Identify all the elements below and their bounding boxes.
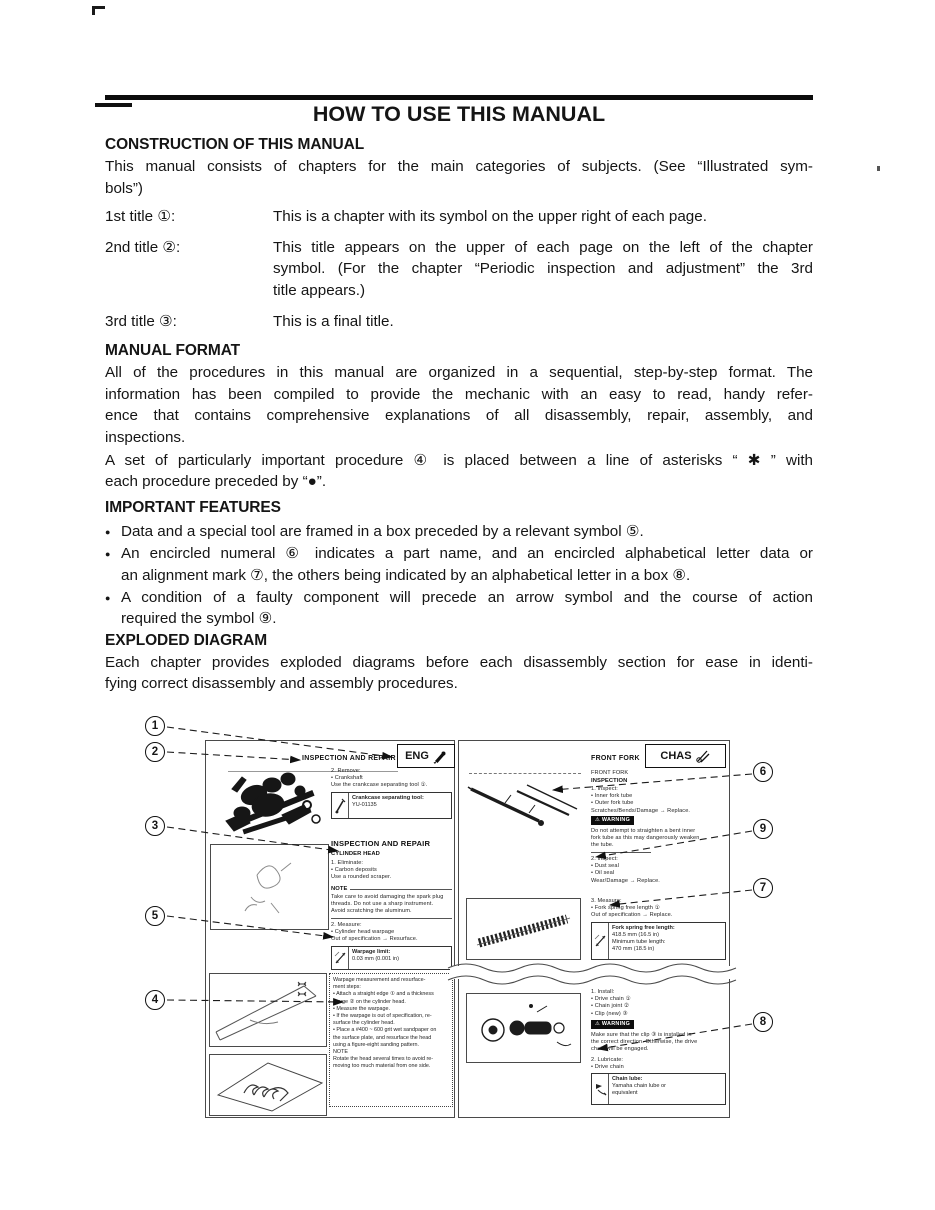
badge-label: CHAS <box>660 750 692 762</box>
note-end-rule <box>331 918 452 919</box>
heading-exploded-diagram: EXPLODED DIAGRAM <box>105 631 268 649</box>
warning-label: ⚠ WARNING <box>591 816 634 825</box>
chapter-badge-eng <box>397 744 455 768</box>
fork-tubes-illustration <box>465 777 583 835</box>
warning-label: ⚠ WARNING <box>591 1020 634 1029</box>
callout-9: 9 <box>753 819 773 839</box>
warning-text: Do not attempt to straighten a bent inner fork tube as this may dangerously weaken the tube. <box>591 828 700 849</box>
def-1st-title <box>105 206 813 228</box>
bullet-text: An encircled numeral ⑥ indicates a part name, and an encircled alphabetical letter data or an alignment mark ⑦, the others being indicated by an alphabetical letter in a box ⑧. <box>121 545 813 584</box>
def-desc: This title appears on the upper of each page on the left of the chapter symbol. (For the chapter “Periodic inspection and adjustment” the 3rd title appears.) <box>273 238 813 299</box>
callout-5: 5 <box>145 906 165 926</box>
callout-2: 2 <box>145 742 165 762</box>
bullet-icon: ● <box>105 526 111 537</box>
gauge-icon <box>592 923 609 959</box>
fork-spring-spec-text: Fork spring free length: 418.5 mm (16.5 in) Minimum tube length: 470 mm (18.5 in) <box>612 925 675 953</box>
install-steps: 1. Install: • Drive chain ① • Chain joint ② • Clip (new) ③ <box>591 989 631 1017</box>
divider <box>591 852 651 853</box>
warpage-limit-box <box>331 946 452 970</box>
fork-spring-illustration <box>466 898 581 960</box>
special-tool-text: Crankcase separating tool: YU-01135 <box>352 795 424 809</box>
title-definitions <box>105 206 813 332</box>
warpage-steps-text: Warpage measurement and resurface- ment steps: • Attach a straight edge ① and a thickness gauge ② on the cylinder head. • Measure the warpage. • If the warpage is out of specification, re- surface the cylinder head. • Place a #400 ~ 600 grit wet sandpaper on the surface plate, and resurface the head using a figure-eight sanding pattern. NOTE Rotate the head several times to avoid re- moving too much material from one side. <box>333 977 437 1070</box>
lubricate-steps: 2. Lubricate: • Drive chain <box>591 1057 624 1071</box>
def-3rd-title <box>105 311 813 333</box>
callout-6: 6 <box>753 762 773 782</box>
remove-steps: 2. Remove: • Crankshaft Use the crankcase separating tool ①. <box>331 768 428 789</box>
warpage-steps-box <box>329 973 453 1107</box>
scan-artifact <box>877 166 880 171</box>
special-tool-box <box>331 792 452 819</box>
sanding-illustration <box>209 1054 327 1116</box>
construction-body: This manual consists of chapters for the main categories of subjects. (See “Illustrated sym- bols”) <box>105 158 813 197</box>
inspect2-steps: 2. Inspect: • Dust seal • Oil seal Wear/Damage → Replace. <box>591 856 660 884</box>
wrench-icon <box>432 749 447 764</box>
manual-format-para1: All of the procedures in this manual are organized in a sequential, step-by-step format. The information has been compiled to provide the mechanic with an easy to read, handy refer- ence that contains comprehensive explanations of all disassembly, repair, assembly, and inspections. <box>105 364 813 446</box>
bullet-text: A condition of a faulty component will precede an arrow symbol and the course of action required the symbol ⑨. <box>121 588 813 628</box>
feature-bullet <box>105 543 813 586</box>
note-label-row <box>331 886 452 893</box>
eliminate-steps: 1. Eliminate: • Carbon deposits Use a rounded scraper. <box>331 860 392 881</box>
section-heading: INSPECTION AND REPAIR <box>331 839 431 848</box>
sample-header-left: INSPECTION AND REPAIR <box>302 755 396 762</box>
exploded-diagram-body: Each chapter provides exploded diagrams before each disassembly section for ease in identi- fying correct disassembly and assembly procedures. <box>105 653 813 693</box>
section-subheading: CYLINDER HEAD <box>331 851 380 857</box>
important-features-list <box>105 521 813 630</box>
measure-steps: 2. Measure: • Cylinder head warpage Out of specification → Resurface. <box>331 922 418 943</box>
heading-construction: CONSTRUCTION OF THIS MANUAL <box>105 136 365 153</box>
heading-important-features: IMPORTANT FEATURES <box>105 498 281 516</box>
note-text: Take care to avoid damaging the spark plug threads. Do not use a sharp instrument. Avoid scratching the aluminum. <box>331 894 444 915</box>
def-2nd-title <box>105 237 813 302</box>
callout-1: 1 <box>145 716 165 736</box>
sample-page-engine <box>205 740 455 1118</box>
inspect-steps: 1. Inspect: • Inner fork tube • Outer fork tube Scratches/Bends/Damage → Replace. <box>591 786 691 814</box>
bullet-icon: ● <box>105 592 111 603</box>
heading-manual-format: MANUAL FORMAT <box>105 342 241 360</box>
gauge-icon <box>332 947 349 969</box>
lube-icon <box>592 1074 609 1104</box>
special-tool-icon <box>332 793 349 818</box>
def-term: 3rd title ③: <box>105 312 177 330</box>
running-label: FRONT FORK <box>591 770 629 776</box>
exploded-diagram-figure <box>140 698 800 1145</box>
warning2-text: Make sure that the clip ③ is installed in the correct direction. Otherwise, the drive chain will be engaged. <box>591 1032 698 1053</box>
def-desc: This is a final title. <box>273 312 394 330</box>
chapter-badge-chas <box>645 744 726 768</box>
inspection-heading: INSPECTION <box>591 778 628 784</box>
fork-icon <box>695 748 711 764</box>
callout-3: 3 <box>145 816 165 836</box>
sample-page-chassis <box>458 740 730 1118</box>
def-term: 1st title ①: <box>105 208 176 226</box>
chain-lube-box <box>591 1073 726 1105</box>
callout-7: 7 <box>753 878 773 898</box>
cylinder-head-illustration <box>210 844 329 930</box>
note-label: NOTE <box>331 886 348 892</box>
measure-steps: 3. Measure: • Fork spring free length ① Out of specification → Replace. <box>591 898 673 919</box>
sample-header-right: FRONT FORK <box>591 755 640 762</box>
header-dash <box>469 773 581 774</box>
fork-spring-spec-box <box>591 922 726 960</box>
drive-chain-illustration <box>466 993 581 1063</box>
page-content <box>105 100 813 695</box>
page-title: HOW TO USE THIS MANUAL <box>312 102 606 126</box>
warpage-limit-text: Warpage limit: 0.03 mm (0.001 in) <box>352 949 399 963</box>
straightedge-illustration <box>209 973 327 1047</box>
callout-4: 4 <box>145 990 165 1010</box>
scan-artifact <box>92 6 95 15</box>
feature-bullet <box>105 521 813 544</box>
feature-bullet <box>105 587 813 630</box>
callout-8: 8 <box>753 1012 773 1032</box>
def-term: 2nd title ②: <box>105 238 181 256</box>
engine-illustration <box>212 761 338 849</box>
chain-lube-text: Chain lube: Yamaha chain lube or equivalent <box>612 1076 667 1097</box>
bullet-icon: ● <box>105 549 111 560</box>
bullet-text: Data and a special tool are framed in a box preceded by a relevant symbol ⑤. <box>121 522 644 540</box>
def-desc: This is a chapter with its symbol on the upper right of each page. <box>273 208 707 226</box>
badge-label: ENG <box>405 750 429 762</box>
manual-format-para2: A set of particularly important procedure ④ is placed between a line of asterisks “ ✱ ” with each procedure preceded by “●”. <box>105 451 813 491</box>
